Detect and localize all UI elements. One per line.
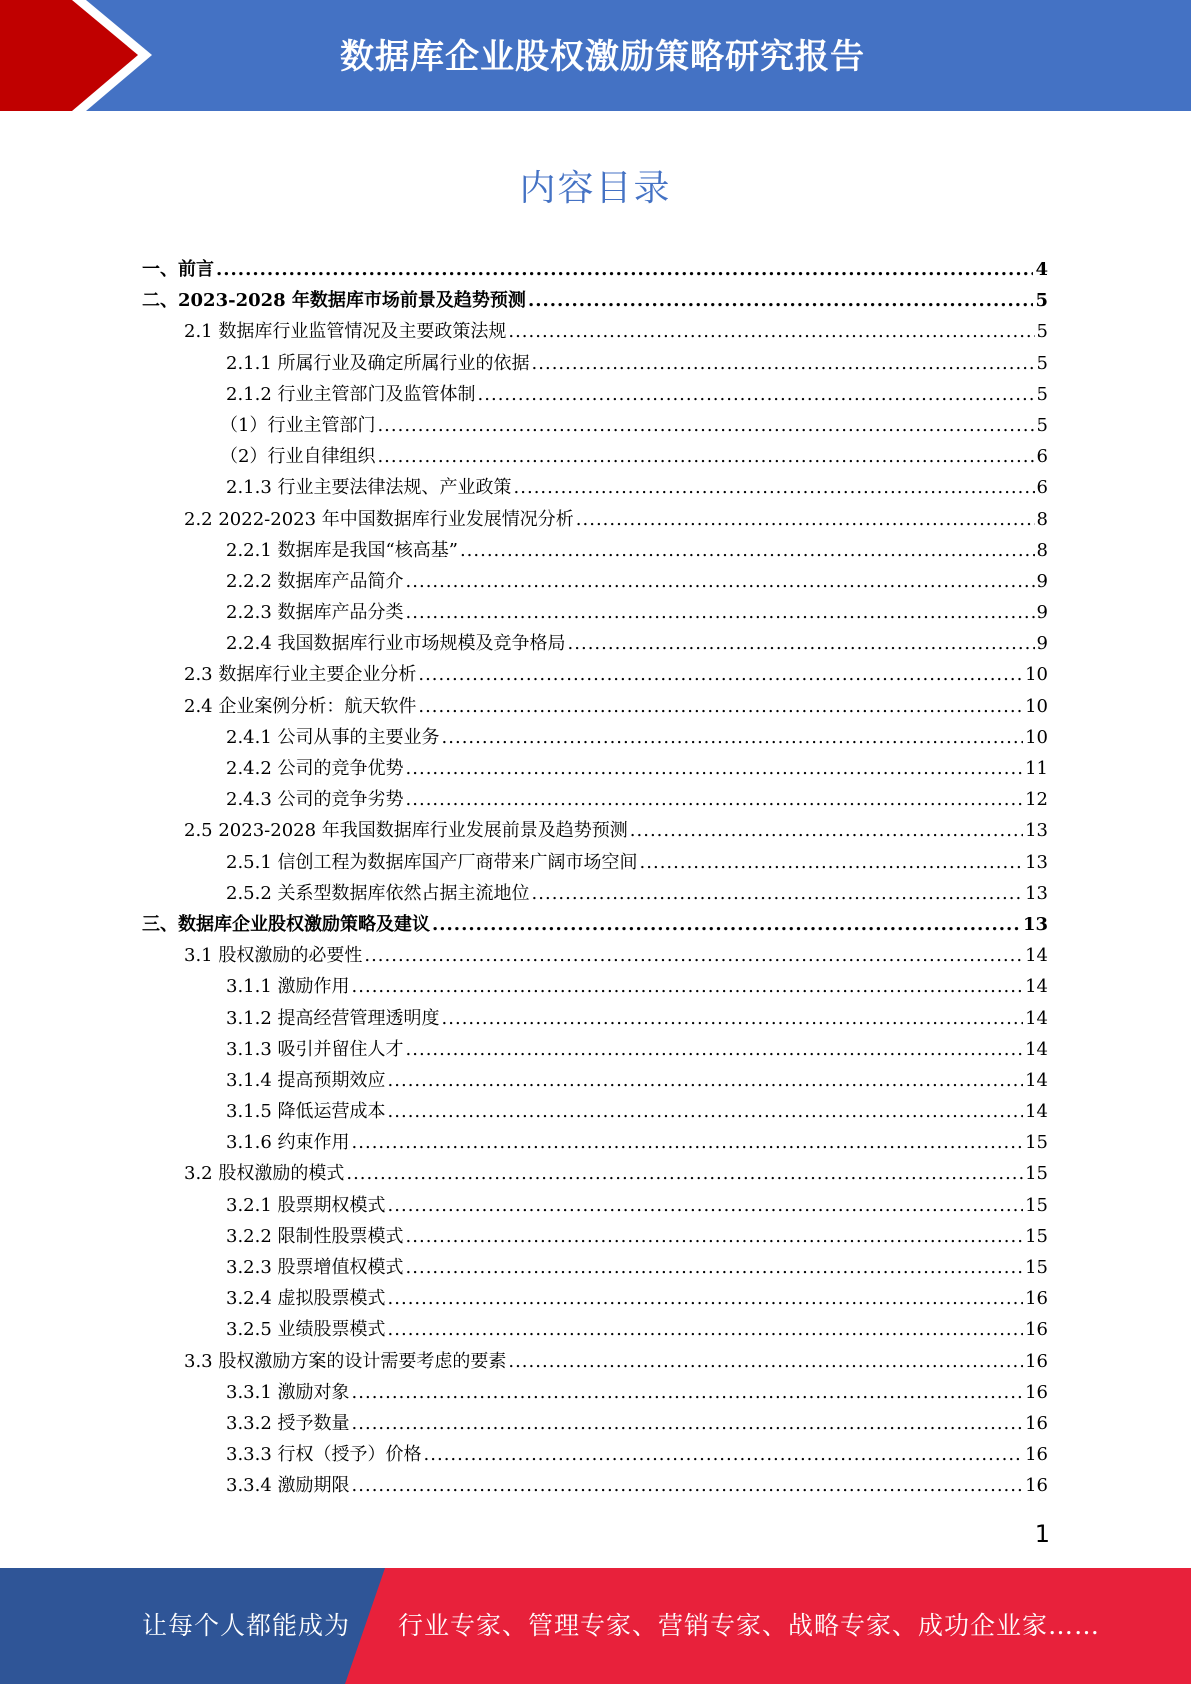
toc-entry[interactable] xyxy=(142,1127,1048,1158)
toc-entry-page: 8 xyxy=(1036,539,1048,561)
toc-entry-page: 13 xyxy=(1025,882,1048,904)
toc-entry-label: 3.3.3 行权（授予）价格 xyxy=(226,1444,422,1466)
toc-heading: 内容目录 xyxy=(519,168,672,209)
toc-entry-label: 3.1.6 约束作用 xyxy=(226,1132,350,1154)
toc-dot-leader xyxy=(352,1377,1024,1408)
toc-dot-leader xyxy=(346,1158,1023,1189)
toc-dot-leader xyxy=(442,722,1024,753)
toc-entry-page: 5 xyxy=(1036,352,1048,374)
toc-entry-label: 2.4 企业案例分析：航天软件 xyxy=(184,695,417,717)
toc-entry-page: 6 xyxy=(1036,446,1048,468)
toc-dot-leader xyxy=(388,1314,1024,1345)
toc-entry[interactable] xyxy=(142,1283,1048,1314)
toc-entry-label: 3.2.4 虚拟股票模式 xyxy=(226,1288,386,1310)
toc-entry[interactable] xyxy=(142,1096,1048,1127)
toc-entry-page: 14 xyxy=(1025,976,1048,998)
toc-dot-leader xyxy=(432,909,1021,940)
toc-entry-page: 10 xyxy=(1025,664,1048,686)
toc-entry-label: 2.2 2022-2023 年中国数据库行业发展情况分析 xyxy=(184,508,574,530)
toc-entry-label: 2.1 数据库行业监管情况及主要政策法规 xyxy=(184,321,507,343)
toc-entry-page: 15 xyxy=(1025,1194,1048,1216)
toc-entry-label: 3.2.1 股票期权模式 xyxy=(226,1194,386,1216)
toc-entry-page: 16 xyxy=(1025,1475,1048,1497)
page-header xyxy=(0,0,1191,111)
toc-entry-label: 2.2.4 我国数据库行业市场规模及竞争格局 xyxy=(226,633,566,655)
toc-entry[interactable] xyxy=(142,847,1048,878)
toc-entry[interactable] xyxy=(142,784,1048,815)
toc-entry-label: 3.2.3 股票增值权模式 xyxy=(226,1257,404,1278)
toc-entry[interactable] xyxy=(142,1346,1048,1377)
toc-entry-page: 16 xyxy=(1025,1412,1048,1434)
toc-dot-leader xyxy=(568,628,1035,659)
toc-entry-page: 10 xyxy=(1025,695,1048,717)
toc-entry[interactable] xyxy=(142,1377,1048,1408)
toc-entry[interactable] xyxy=(142,504,1048,535)
toc-entry-label: 一、前言 xyxy=(142,259,214,280)
toc-entry-page: 15 xyxy=(1025,1163,1048,1185)
toc-entry-label: 3.3 股权激励方案的设计需要考虑的要素 xyxy=(184,1350,507,1372)
toc-entry-page: 9 xyxy=(1036,570,1048,592)
toc-entry-label: （2）行业自律组织 xyxy=(220,446,376,468)
toc-entry-page: 14 xyxy=(1025,1038,1048,1060)
page-footer xyxy=(0,1568,1191,1684)
toc-dot-leader xyxy=(532,878,1024,909)
toc-dot-leader xyxy=(388,1190,1024,1221)
toc-entry-page: 5 xyxy=(1036,321,1048,343)
toc-entry-page: 15 xyxy=(1025,1225,1048,1247)
toc-dot-leader xyxy=(388,1065,1024,1096)
toc-entry[interactable] xyxy=(142,566,1048,597)
toc-dot-leader xyxy=(442,1003,1024,1034)
toc-dot-leader xyxy=(364,940,1023,971)
toc-dot-leader xyxy=(406,784,1024,815)
toc-entry[interactable] xyxy=(142,1003,1048,1034)
toc-entry-page: 16 xyxy=(1025,1350,1048,1372)
page-number: 1 xyxy=(1034,1520,1050,1548)
toc-entry[interactable] xyxy=(142,1314,1048,1345)
toc-entry[interactable] xyxy=(142,722,1048,753)
toc-entry-label: 3.3.4 激励期限 xyxy=(226,1475,350,1497)
toc-entry-label: 2.3 数据库行业主要企业分析 xyxy=(184,664,417,686)
toc-entry-page: 5 xyxy=(1036,383,1048,405)
toc-entry[interactable] xyxy=(142,909,1048,940)
toc-entry[interactable] xyxy=(142,254,1048,285)
toc-dot-leader xyxy=(406,597,1035,628)
toc-entry-page: 15 xyxy=(1025,1257,1048,1278)
toc-entry[interactable] xyxy=(142,940,1048,971)
toc-entry-page: 13 xyxy=(1025,851,1048,873)
toc-entry-label: 2.2.3 数据库产品分类 xyxy=(226,602,404,624)
toc-entry-label: 3.1.4 提高预期效应 xyxy=(226,1069,386,1091)
toc-entry[interactable] xyxy=(142,878,1048,909)
toc-entry-page: 8 xyxy=(1036,508,1048,530)
toc-dot-leader xyxy=(424,1439,1024,1470)
toc-entry[interactable] xyxy=(142,815,1048,846)
report-title: 数据库企业股权激励策略研究报告 xyxy=(340,36,865,77)
toc-dot-leader xyxy=(388,1283,1024,1314)
toc-entry[interactable] xyxy=(142,1158,1048,1189)
toc-entry[interactable] xyxy=(142,691,1048,722)
toc-entry-page: 14 xyxy=(1025,1101,1048,1123)
toc-entry-page: 14 xyxy=(1025,1069,1048,1091)
toc-entry[interactable] xyxy=(142,1470,1048,1501)
toc-entry-page: 16 xyxy=(1025,1319,1048,1341)
toc-entry[interactable] xyxy=(142,379,1048,410)
toc-entry-label: 2.5.1 信创工程为数据库国产厂商带来广阔市场空间 xyxy=(226,851,638,873)
toc-entry[interactable] xyxy=(142,1190,1048,1221)
toc-dot-leader xyxy=(478,379,1035,410)
toc-dot-leader xyxy=(352,1470,1024,1501)
toc-entry-label: 3.2.5 业绩股票模式 xyxy=(226,1319,386,1341)
toc-entry[interactable] xyxy=(142,472,1048,503)
toc-dot-leader xyxy=(630,815,1023,846)
toc-entry[interactable] xyxy=(142,659,1048,690)
toc-entry-label: 3.2.2 限制性股票模式 xyxy=(226,1225,404,1247)
toc-entry-label: 2.4.3 公司的竞争劣势 xyxy=(226,789,404,811)
toc-entry-label: 2.1.3 行业主要法律法规、产业政策 xyxy=(226,477,512,499)
toc-entry-page: 13 xyxy=(1022,913,1048,935)
footer-slogan-right: 行业专家、管理专家、营销专家、战略专家、成功企业家…… xyxy=(398,1611,1101,1640)
toc-entry[interactable] xyxy=(142,441,1048,472)
toc-entry[interactable] xyxy=(142,1252,1048,1283)
toc-entry-label: （1）行业主管部门 xyxy=(220,414,376,436)
toc-entry-label: 3.3.1 激励对象 xyxy=(226,1381,350,1403)
footer-slogan-left: 让每个人都能成为 xyxy=(142,1611,351,1640)
toc-entry-label: 三、数据库企业股权激励策略及建议 xyxy=(142,913,430,935)
toc-dot-leader xyxy=(508,1346,1023,1377)
toc-entry[interactable] xyxy=(142,1034,1048,1065)
toc-dot-leader xyxy=(460,535,1035,566)
toc-entry-label: 2.5.2 关系型数据库依然占据主流地位 xyxy=(226,882,530,904)
toc-entry-page: 10 xyxy=(1025,726,1048,748)
toc-entry-page: 9 xyxy=(1036,633,1048,655)
toc-entry-page: 16 xyxy=(1025,1381,1048,1403)
toc-dot-leader xyxy=(418,691,1023,722)
toc-entry-page: 13 xyxy=(1025,820,1048,842)
toc-dot-leader xyxy=(352,1408,1024,1439)
toc-entry-label: 二、2023-2028 年数据库市场前景及趋势预测 xyxy=(142,290,526,312)
toc-dot-leader xyxy=(377,441,1034,472)
toc-entry[interactable] xyxy=(142,628,1048,659)
toc-entry-page: 15 xyxy=(1025,1132,1048,1154)
toc-dot-leader xyxy=(418,659,1023,690)
toc-entry-page: 14 xyxy=(1025,1007,1048,1029)
toc-dot-leader xyxy=(532,348,1035,379)
toc-entry-page: 9 xyxy=(1036,602,1048,624)
toc-entry[interactable] xyxy=(142,285,1048,316)
toc-dot-leader xyxy=(528,285,1034,316)
toc-entry[interactable] xyxy=(142,753,1048,784)
toc-entry-page: 12 xyxy=(1025,789,1048,811)
toc-entry-page: 5 xyxy=(1035,290,1048,312)
toc-dot-leader xyxy=(406,1221,1024,1252)
toc-entry-label: 2.1.2 行业主管部门及监管体制 xyxy=(226,383,476,405)
toc-dot-leader xyxy=(406,1034,1024,1065)
toc-dot-leader xyxy=(508,316,1034,347)
toc-entry[interactable] xyxy=(142,410,1048,441)
toc-entry[interactable] xyxy=(142,316,1048,347)
toc-entry[interactable] xyxy=(142,535,1048,566)
toc-entry-label: 3.1 股权激励的必要性 xyxy=(184,945,363,967)
toc-dot-leader xyxy=(406,753,1024,784)
toc-entry-label: 3.1.1 激励作用 xyxy=(226,976,350,998)
toc-entry[interactable] xyxy=(142,1221,1048,1252)
toc-entry-label: 3.1.5 降低运营成本 xyxy=(226,1101,386,1123)
toc-dot-leader xyxy=(406,1252,1024,1283)
toc-dot-leader xyxy=(352,1127,1024,1158)
toc-dot-leader xyxy=(406,566,1035,597)
toc-entry-label: 2.5 2023-2028 年我国数据库行业发展前景及趋势预测 xyxy=(184,820,628,842)
toc-entry-page: 5 xyxy=(1036,414,1048,436)
toc-entry-label: 3.3.2 授予数量 xyxy=(226,1412,350,1434)
toc-entry-label: 3.1.2 提高经营管理透明度 xyxy=(226,1007,440,1029)
toc-entry-label: 2.2.1 数据库是我国“核高基” xyxy=(226,539,458,561)
toc-entry[interactable] xyxy=(142,1065,1048,1096)
toc-entry-page: 16 xyxy=(1025,1444,1048,1466)
toc-entry-label: 3.1.3 吸引并留住人才 xyxy=(226,1038,404,1060)
toc-entry-label: 3.2 股权激励的模式 xyxy=(184,1163,345,1185)
table-of-contents xyxy=(142,254,1048,1502)
toc-entry[interactable] xyxy=(142,971,1048,1002)
toc-dot-leader xyxy=(377,410,1034,441)
toc-entry-page: 14 xyxy=(1025,945,1048,967)
toc-entry-page: 4 xyxy=(1035,259,1048,280)
toc-entry-page: 16 xyxy=(1025,1288,1048,1310)
toc-entry-label: 2.2.2 数据库产品简介 xyxy=(226,570,404,592)
toc-entry-page: 6 xyxy=(1036,477,1048,499)
toc-dot-leader xyxy=(640,847,1024,878)
toc-entry-label: 2.4.2 公司的竞争优势 xyxy=(226,758,404,779)
toc-entry-label: 2.4.1 公司从事的主要业务 xyxy=(226,726,440,748)
toc-dot-leader xyxy=(388,1096,1024,1127)
toc-dot-leader xyxy=(514,472,1035,503)
toc-entry-label: 2.1.1 所属行业及确定所属行业的依据 xyxy=(226,352,530,374)
toc-entry[interactable] xyxy=(142,597,1048,628)
toc-entry[interactable] xyxy=(142,1408,1048,1439)
toc-entry[interactable] xyxy=(142,348,1048,379)
toc-entry-page: 11 xyxy=(1025,758,1048,779)
toc-dot-leader xyxy=(576,504,1035,535)
toc-dot-leader xyxy=(352,971,1024,1002)
toc-dot-leader xyxy=(216,254,1033,285)
toc-entry[interactable] xyxy=(142,1439,1048,1470)
